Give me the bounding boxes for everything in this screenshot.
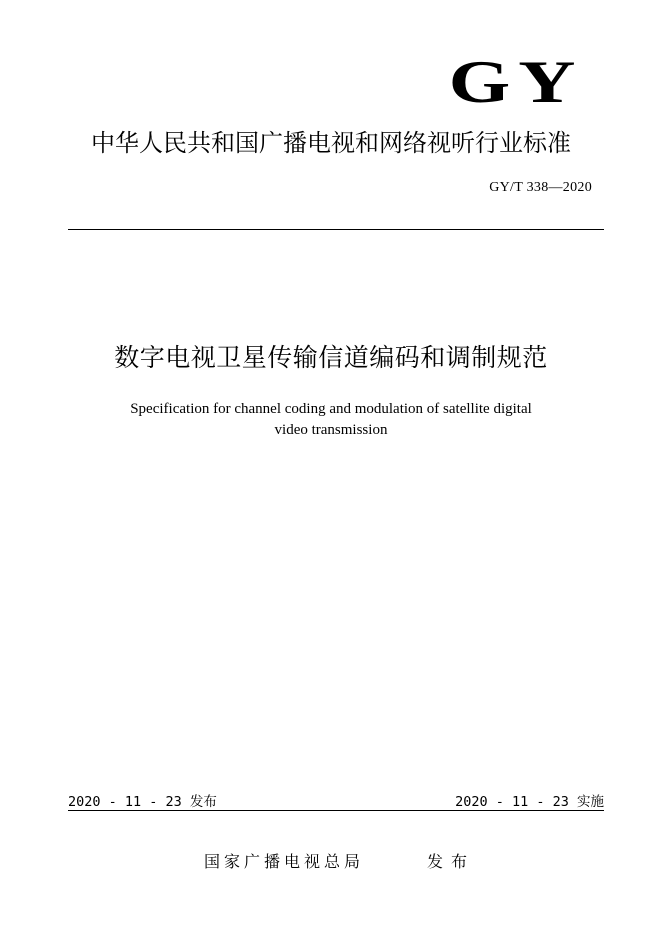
organization-title: 中华人民共和国广播电视和网络视听行业标准 <box>91 129 571 157</box>
implementation-date: 2020 - 11 - 23 实施 <box>455 794 604 810</box>
document-title-en <box>0 399 662 441</box>
document-title-en-line-1: Specification for channel coding and modulation of satellite digital <box>130 401 532 417</box>
issuing-authority: 国家广播电视总局 <box>204 852 365 871</box>
header-divider <box>68 229 604 230</box>
standard-number: GY/T 338—2020 <box>489 180 592 195</box>
footer-divider <box>68 810 604 811</box>
document-title-en-line-2: video transmission <box>274 422 388 438</box>
issue-date: 2020 - 11 - 23 发布 <box>68 794 217 810</box>
gy-logo: GY <box>448 49 584 115</box>
document-title-zh: 数字电视卫星传输信道编码和调制规范 <box>114 343 548 372</box>
issue-label: 发布 <box>427 852 476 871</box>
